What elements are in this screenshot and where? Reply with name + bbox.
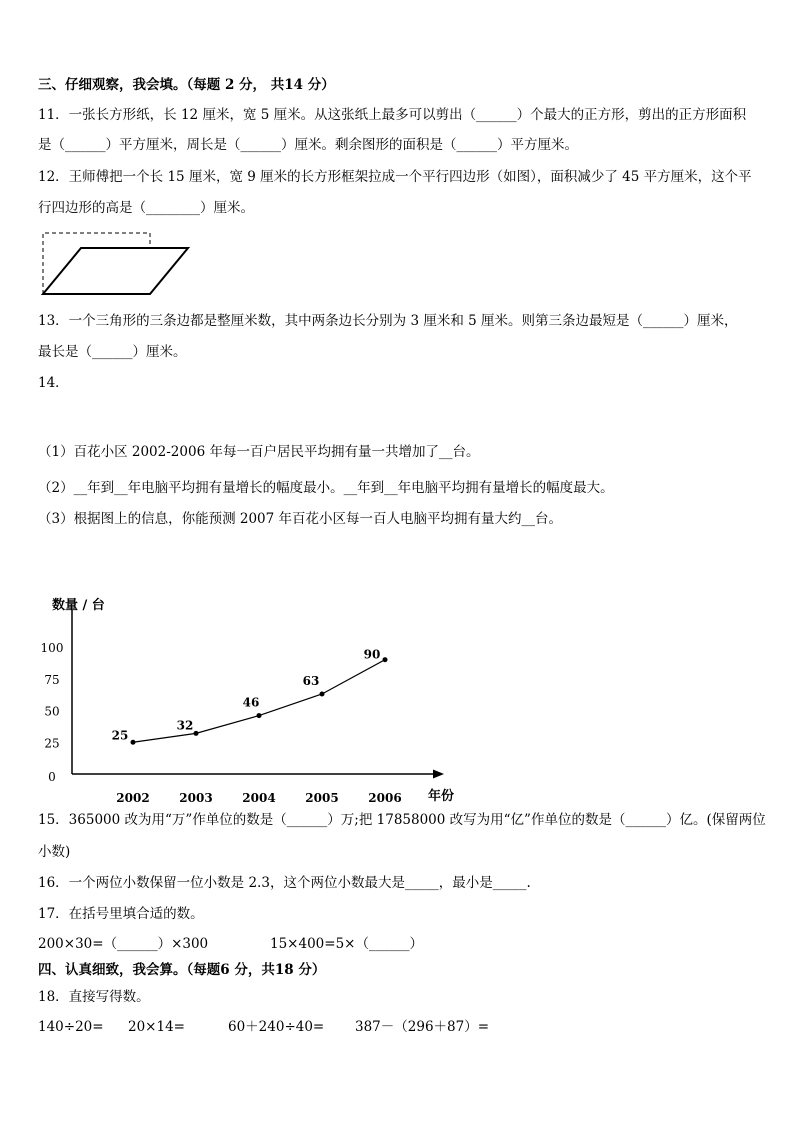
q16: 16．一个两位小数保留一位小数是 2.3，这个两位小数最大是_____，最小是_____. [38,875,531,891]
data-label: 32 [176,718,194,733]
line-chart [30,585,470,810]
calc-4: 387－（296＋87）= [355,1019,490,1035]
q11-line2: 是（______）平方厘米，周长是（______）厘米。剩余图形的面积是（______）平方厘米。 [38,137,578,153]
y-tick-label: 0 [48,770,56,784]
q12-line1: 12．王师傅把一个长 15 厘米，宽 9 厘米的长方形框架拉成一个平行四边形（如图），面积减少了 45 平方厘米，这个平 [38,169,752,185]
x-tick-label: 2005 [305,791,339,805]
q14-sub1: （1）百花小区 2002-2006 年每一百户居民平均拥有量一共增加了__台。 [38,444,480,460]
x-axis-arrow [433,770,444,779]
data-label: 63 [302,673,320,688]
x-tick-label: 2002 [116,791,150,805]
q14-label: 14． [38,375,69,391]
q13-line1: 13．一个三角形的三条边都是整厘米数，其中两条边长分别为 3 厘米和 5 厘米。则第三条边最短是（______）厘米， [38,313,738,329]
parallelogram-figure [38,228,198,300]
x-tick-label: 2006 [368,791,402,805]
q13-line2: 最长是（______）厘米。 [38,344,187,360]
q18: 18．直接写得数。 [38,989,150,1005]
q15-line1: 15．365000 改为用“万”作单位的数是（______）万;把 17858000 改写为用“亿”作单位的数是（______）亿。(保留两位 [38,812,766,828]
q15-line2: 小数) [38,844,71,860]
data-label: 46 [242,695,260,710]
q17-expression-b: 15×400=5×（______） [270,936,423,952]
x-tick-label: 2003 [179,791,213,805]
data-label: 25 [111,728,129,743]
q17: 17．在括号里填合适的数。 [38,906,204,922]
y-tick-label: 75 [44,672,60,687]
section3-header: 三、仔细观察，我会填。（每题 2 分， 共14 分） [38,77,335,93]
y-axis-label: 数量 / 台 [52,598,105,613]
data-point [257,713,262,718]
x-axis-label: 年份 [428,789,455,804]
data-label: 90 [363,647,381,662]
y-tick-label: 25 [44,736,60,751]
calc-3: 60＋240÷40= [228,1019,325,1035]
data-point [383,657,388,662]
calc-2: 20×14= [128,1019,185,1035]
q11-line1: 11．一张长方形纸，长 12 厘米，宽 5 厘米。从这张纸上最多可以剪出（______）个最大的正方形，剪出的正方形面积 [38,107,747,123]
y-tick-label: 50 [44,704,60,719]
y-tick-label: 100 [40,641,64,655]
data-point [131,740,136,745]
q17-expression-a: 200×30=（______）×300 [38,936,209,952]
calc-1: 140÷20= [38,1019,104,1035]
q12-line2: 行四边形的高是（________）厘米。 [38,200,254,216]
data-point [320,691,325,696]
data-point [194,731,199,736]
x-tick-label: 2004 [242,791,276,805]
q14-sub3: （3）根据图上的信息，你能预测 2007 年百花小区每一百人电脑平均拥有量大约__台。 [38,511,563,527]
section4-header: 四、认真细致，我会算。（每题6 分，共18 分） [38,962,326,978]
q14-sub2: （2）__年到__年电脑平均拥有量增长的幅度最小。__年到__年电脑平均拥有量增长的幅度最大。 [38,480,614,496]
